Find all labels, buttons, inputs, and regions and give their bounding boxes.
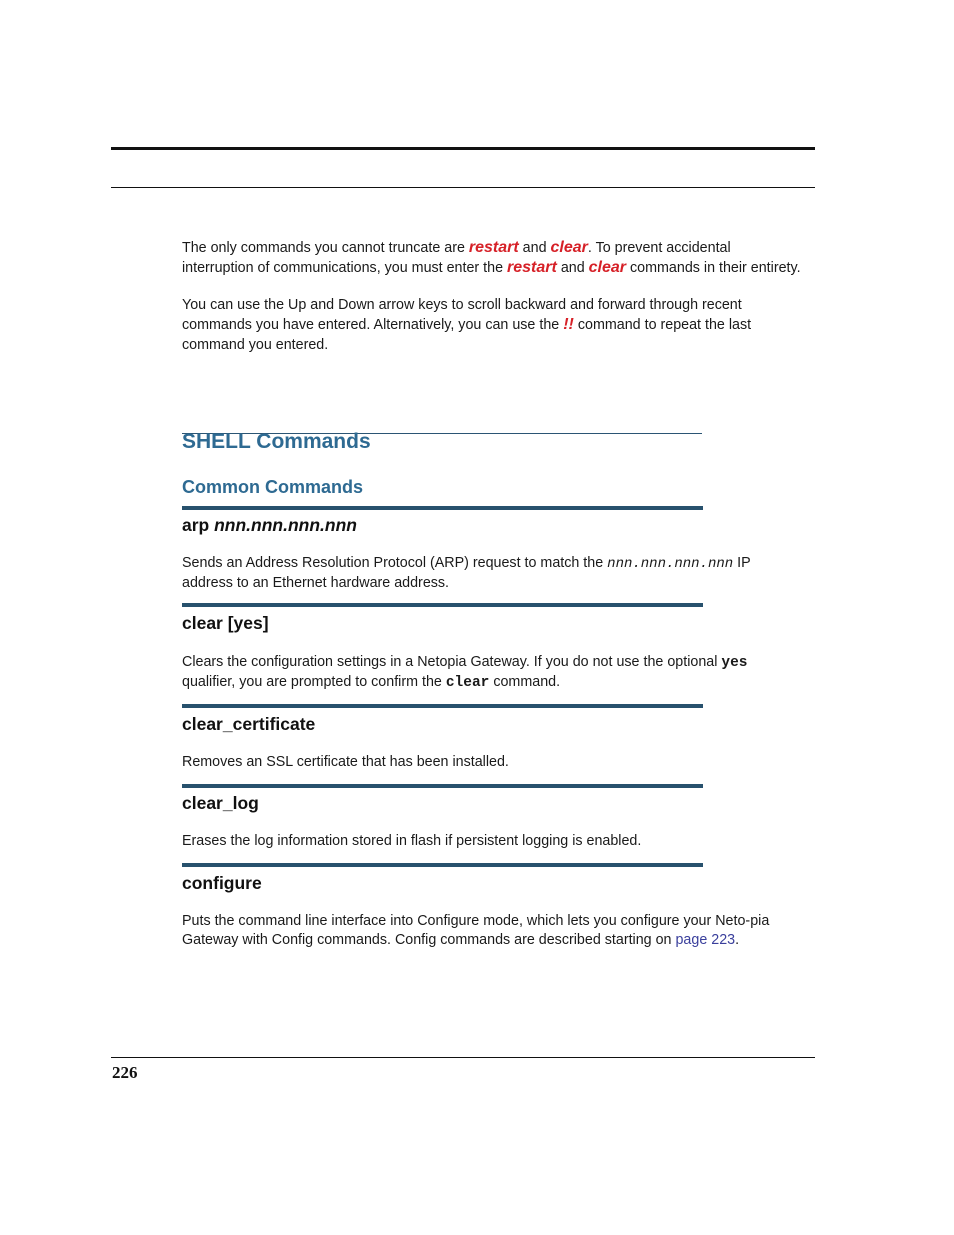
text-run: . (735, 932, 740, 948)
text-run: and (556, 260, 589, 276)
command-divider (182, 863, 703, 867)
intro-paragraph-2 (182, 295, 802, 355)
command-heading-clear-certificate: clear_certificate (182, 714, 316, 734)
page-number: 226 (112, 1063, 138, 1082)
code-yes: yes (721, 655, 748, 671)
text-run: commands in their entirety. (626, 260, 801, 276)
command-description-clear-log: Erases the log information stored in flash if persistent logging is enabled. (182, 833, 642, 849)
section-title: SHELL Commands (182, 430, 371, 453)
command-heading-clear: clear [yes] (182, 613, 269, 633)
intro-paragraph-1 (182, 238, 802, 278)
code-argument: nnn.nnn.nnn.nnn (607, 556, 734, 572)
text-run: Clears the configuration settings in a Netopia Gateway. If you do not use the optional (182, 654, 722, 670)
command-divider (182, 704, 703, 708)
header-rule-thick (111, 147, 815, 150)
text-run: qualifier, you are prompted to confirm the (182, 674, 446, 690)
page-link[interactable]: page 223 (675, 932, 736, 948)
footer-rule (111, 1057, 815, 1058)
command-heading-clear-log: clear_log (182, 793, 259, 813)
keyword-clear: clear (550, 239, 588, 256)
subsection-title: Common Commands (182, 477, 364, 497)
command-argument: nnn.nnn.nnn.nnn (214, 515, 357, 535)
keyword-restart: restart (468, 239, 519, 256)
text-run: and (518, 240, 551, 256)
command-divider (182, 506, 703, 510)
keyword-clear: clear (588, 259, 627, 276)
command-heading-arp (182, 515, 357, 536)
command-divider (182, 784, 703, 788)
text-run: IP address to an Ethernet hardware address. (182, 555, 751, 591)
intro-text (182, 238, 802, 355)
command-description-clear (182, 653, 802, 693)
command-description-configure (182, 912, 797, 950)
command-name: arp (182, 515, 215, 535)
keyword-repeat: !! (563, 316, 574, 333)
header-rule-thin (111, 187, 815, 188)
text-run: command. (489, 674, 561, 690)
text-run: Sends an Address Resolution Protocol (ARP) request to match the (182, 555, 608, 571)
command-description-arp (182, 554, 802, 593)
text-run: The only commands you cannot truncate are (182, 240, 469, 256)
text-run: You can use the Up and Down arrow keys to scroll backward and forward through recent commands you have entered. Alternatively, you can use the (182, 297, 742, 333)
text-run: Puts the command line interface into Configure mode, which lets you configure your Neto-pia Gateway with Config commands. Config commands are described starting on (182, 913, 770, 948)
command-description-clear-certificate: Removes an SSL certificate that has been installed. (182, 754, 509, 770)
text-run: command to repeat the last command you entered. (182, 317, 752, 353)
command-heading-configure: configure (182, 873, 262, 893)
text-run: . To prevent accidental interruption of communications, you must enter the (182, 240, 731, 276)
code-clear: clear (445, 675, 490, 691)
command-divider (182, 603, 703, 607)
keyword-restart: restart (507, 259, 557, 276)
